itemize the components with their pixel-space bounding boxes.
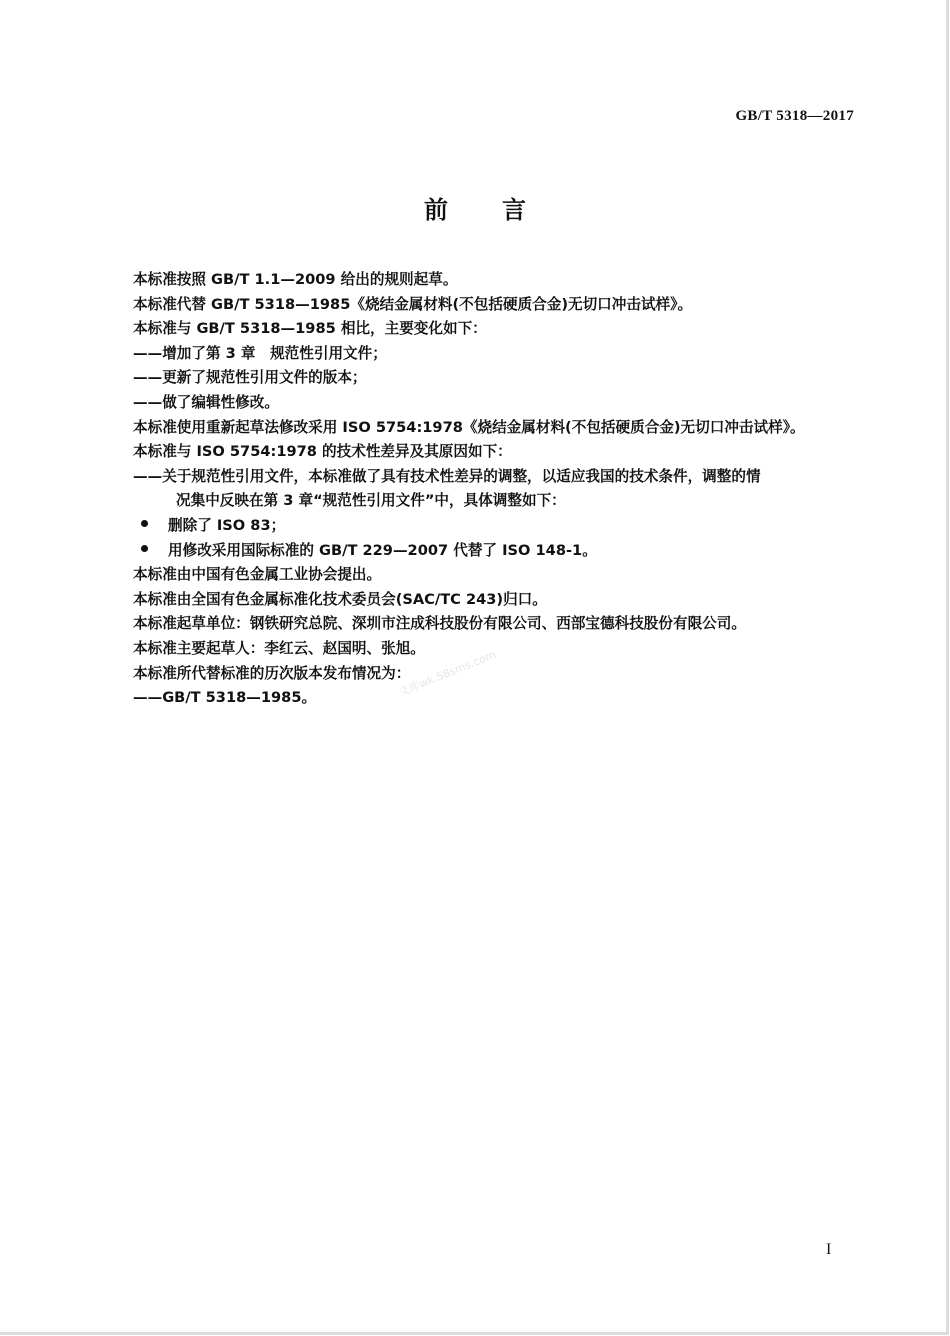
version-history-item: ——GB/T 5318—1985。 bbox=[133, 689, 317, 707]
paragraph-drafters: 本标准主要起草人：李红云、赵国明、张旭。 bbox=[133, 639, 425, 657]
paragraph-iso-adoption: 本标准使用重新起草法修改采用 ISO 5754:1978《烧结金属材料(不包括硬质合金)无切口冲击试样》。 bbox=[133, 418, 805, 436]
paragraph-technical-differences: 本标准与 ISO 5754:1978 的技术性差异及其原因如下： bbox=[133, 443, 512, 461]
paragraph-changes-intro: 本标准与 GB/T 5318—1985 相比，主要变化如下： bbox=[133, 320, 487, 338]
difference-item: ——关于规范性引用文件，本标准做了具有技术性差异的调整，以适应我国的技术条件，调整的情 bbox=[133, 467, 761, 485]
paragraph-drafting-units: 本标准起草单位：钢铁研究总院、深圳市注成科技股份有限公司、西部宝德科技股份有限公司。 bbox=[133, 615, 746, 633]
page-number: I bbox=[826, 1241, 832, 1258]
change-item: ——做了编辑性修改。 bbox=[133, 393, 279, 411]
difference-item-continuation: 况集中反映在第 3 章“规范性引用文件”中，具体调整如下： bbox=[176, 492, 566, 510]
paragraph-drafting-rules: 本标准按照 GB/T 1.1—2009 给出的规则起草。 bbox=[133, 271, 458, 288]
standard-code: GB/T 5318—2017 bbox=[735, 108, 854, 124]
bullet-text: 用修改采用国际标准的 GB/T 229—2007 代替了 ISO 148-1。 bbox=[168, 541, 597, 559]
change-item: ——更新了规范性引用文件的版本； bbox=[133, 369, 367, 387]
page-title: 前言 bbox=[424, 196, 580, 224]
bullet-icon bbox=[141, 520, 148, 527]
paragraph-version-history: 本标准所代替标准的历次版本发布情况为： bbox=[133, 664, 411, 682]
bullet-text: 删除了 ISO 83； bbox=[168, 516, 286, 534]
paragraph-replaces: 本标准代替 GB/T 5318—1985《烧结金属材料(不包括硬质合金)无切口冲击试样》。 bbox=[133, 295, 693, 313]
bullet-item bbox=[133, 514, 863, 539]
change-item: ——增加了第 3 章 规范性引用文件； bbox=[133, 344, 387, 362]
bullet-icon bbox=[141, 545, 148, 552]
foreword-body bbox=[133, 268, 863, 711]
watermark: 文库wk.58sms.com bbox=[396, 647, 498, 699]
bullet-item bbox=[133, 539, 863, 564]
paragraph-proposed-by: 本标准由中国有色金属工业协会提出。 bbox=[133, 566, 382, 584]
paragraph-centralized-by: 本标准由全国有色金属标准化技术委员会(SAC/TC 243)归口。 bbox=[133, 590, 547, 608]
